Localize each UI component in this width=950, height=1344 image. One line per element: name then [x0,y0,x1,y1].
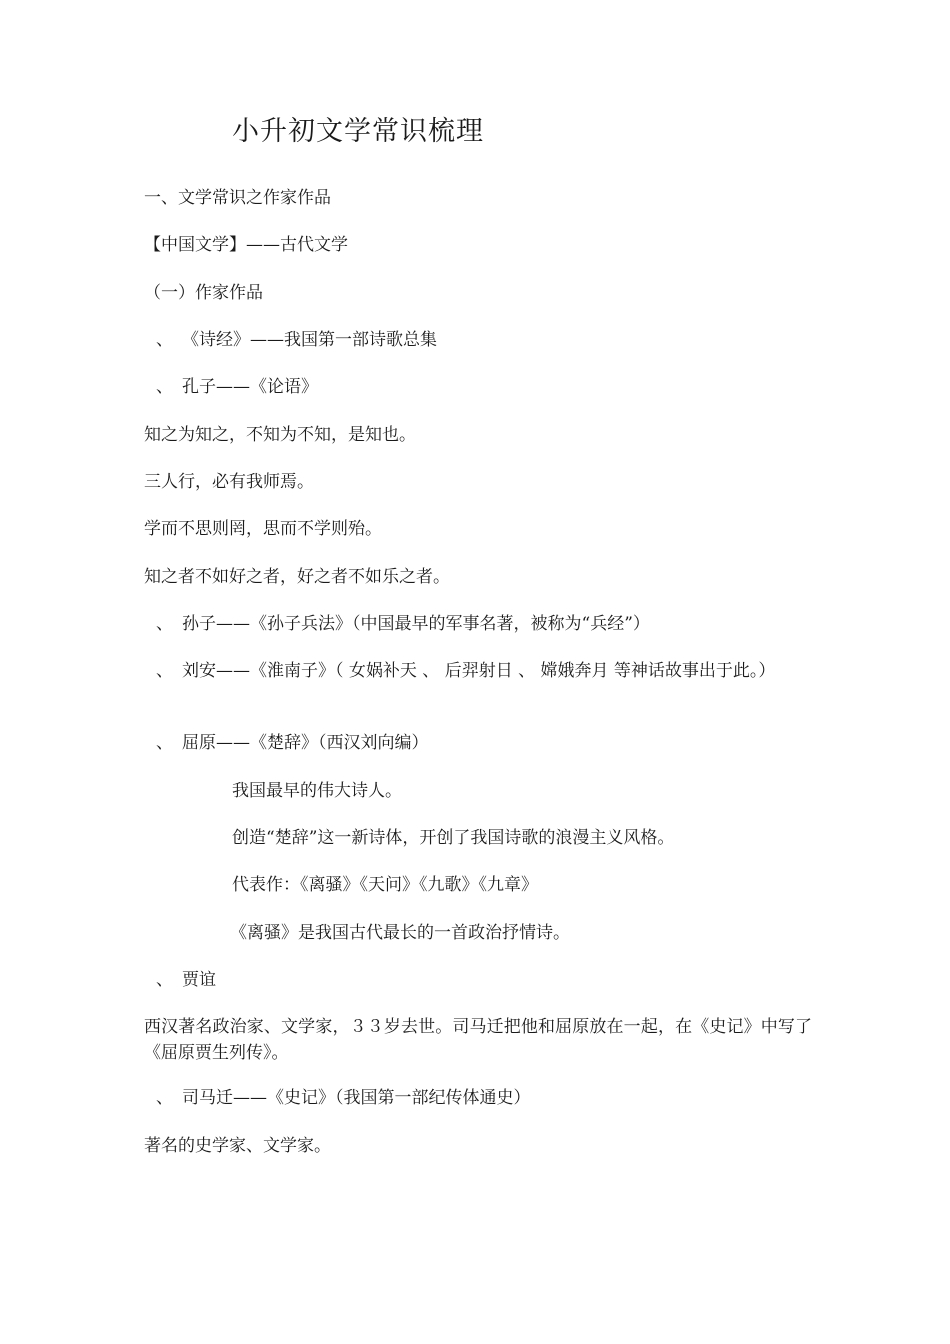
list-item-text: 贾谊 [182,970,216,990]
list-item-text: 屈原——《楚辞》（西汉刘向编） [182,733,429,753]
section-heading: 一、文学常识之作家作品 [144,188,331,208]
list-bullet: 、 [156,970,173,990]
list-item-text: 刘安——《淮南子》（ 女娲补天 、 后羿射日 、 嫦娥奔月 等神话故事出于此。） [182,661,776,681]
list-item-text: 孙子——《孙子兵法》（中国最早的军事名著，被称为“兵经”） [182,614,650,634]
document-title: 小升初文学常识梳理 [232,116,484,147]
category-heading: 【中国文学】——古代文学 [144,235,348,255]
list-bullet: 、 [156,330,173,350]
list-item-quyuan [144,730,429,756]
list-item-text: 司马迁——《史记》（我国第一部纪传体通史） [182,1088,531,1108]
list-bullet: 、 [156,1088,173,1108]
quote-line: 知之者不如好之者，好之者不如乐之者。 [144,567,450,587]
list-bullet: 、 [156,733,173,753]
list-bullet: 、 [156,661,173,681]
list-item-simaqian [144,1085,531,1111]
list-item-shijing [144,327,437,353]
lisao-note: 《离骚》是我国古代最长的一首政治抒情诗。 [230,923,570,943]
quyuan-note: 我国最早的伟大诗人。 [232,781,402,801]
simaqian-description: 著名的史学家、文学家。 [144,1136,331,1156]
quyuan-note: 代表作：《离骚》《天问》《九歌》《九章》 [232,875,538,895]
list-item-text: 《诗经》——我国第一部诗歌总集 [182,330,437,350]
quyuan-note: 创造“楚辞”这一新诗体，开创了我国诗歌的浪漫主义风格。 [232,828,675,848]
list-item-sunzi [144,611,650,637]
list-item-liuan [144,658,812,684]
quote-line: 知之为知之，不知为不知，是知也。 [144,425,416,445]
quote-line: 三人行，必有我师焉。 [144,472,314,492]
subsection-heading: （一）作家作品 [144,283,263,303]
list-bullet: 、 [156,377,173,397]
quote-line: 学而不思则罔，思而不学则殆。 [144,519,382,539]
list-item-text: 孔子——《论语》 [182,377,318,397]
list-item-kongzi [144,374,318,400]
list-bullet: 、 [156,614,173,634]
list-item-jiayi [144,967,216,993]
jiayi-description: 西汉著名政治家、文学家，３３岁去世。司马迁把他和屈原放在一起，在《史记》中写了《屈原贾生列传》。 [144,1017,812,1063]
